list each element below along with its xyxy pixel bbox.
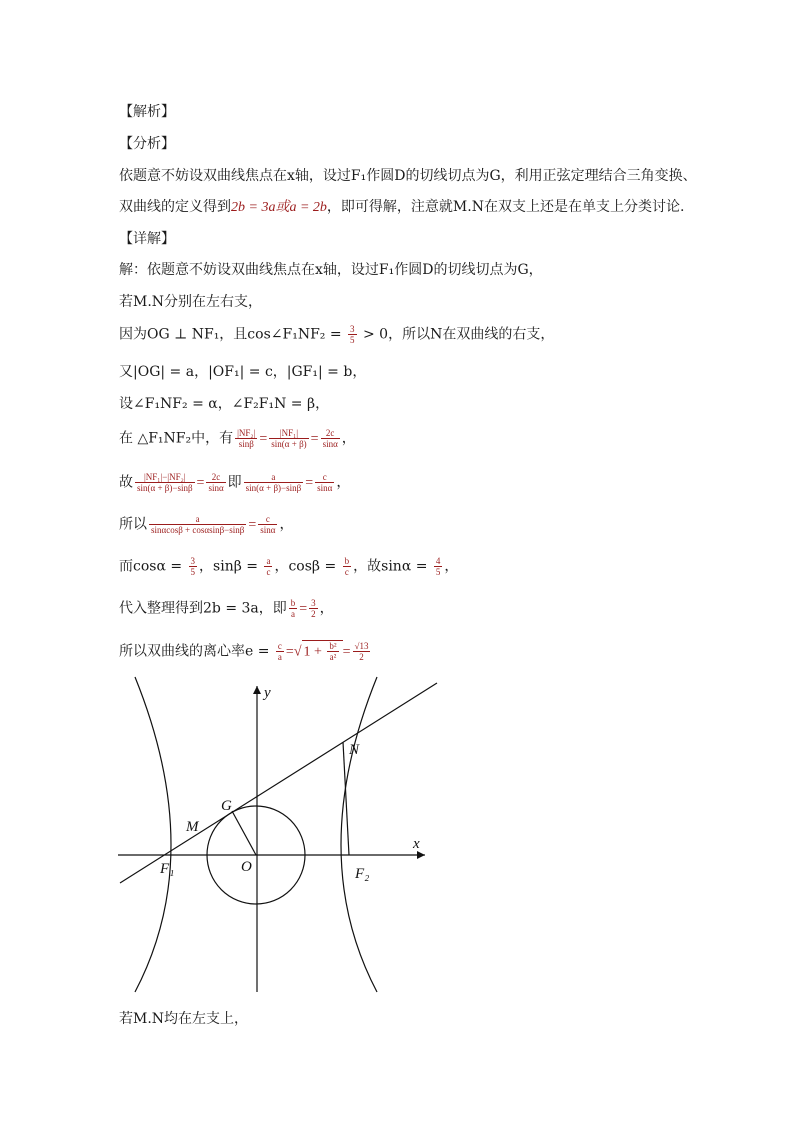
fraction: $\frac{a}{\sin\alpha\cos\beta + \cos\alpha\sin\beta-\sin\beta}$ [151, 514, 245, 535]
detail-line-7: 故 $\frac{\text{|NF₁|−|NF₂|}}{\sin(\alpha + \beta)-\sin\beta}$ = $\frac{2c}{\sin\alpha}$ 即 $\frac{a}{\sin(\alpha + \beta)-\sin\beta}$ = $\frac{c}{\sin\alpha}$ ， [119, 472, 351, 493]
fraction: $\frac{4}{5}$ [435, 556, 441, 577]
analysis-text: ，即可得解，注意就M.N在双支上还是在单支上分类讨论. [326, 199, 685, 215]
segment-og [232, 811, 256, 855]
text: > 0，所以N在双曲线的右支， [358, 326, 555, 343]
detail-line-10: 代入整理得到2b = 3a，即 $\frac{b}{a}$ = $\frac{3}{2}$ ， [119, 598, 334, 619]
text: ， [444, 558, 459, 575]
text: 因为OG ⊥ NF₁，且cos∠F₁NF₂ = [119, 326, 347, 343]
fraction: $\frac{a}{\sin(\alpha + \beta)-\sin\beta}$ [245, 472, 302, 493]
fraction: $\frac{3}{2}$ [311, 598, 316, 619]
y-axis-arrow-icon [253, 686, 261, 694]
label-y: y [264, 685, 271, 701]
sqrt-expression: √ 1 + $\frac{\text{b²}}{\text{a²}}$ [294, 640, 343, 663]
hyperbola-diagram [115, 672, 445, 1002]
text: 在 △F₁NF₂中，有 [119, 430, 234, 447]
text: 故 [119, 474, 133, 491]
heading-jiexi: 【解析】 [119, 104, 175, 120]
detail-line-2: 若M.N分别在左右支， [119, 294, 263, 310]
fraction: $\frac{√13}{2}$ [354, 640, 369, 662]
text: ， [279, 516, 294, 533]
fraction: $\frac{b}{a}$ [290, 598, 296, 619]
analysis-formula: 2b = 3a或a = 2b [231, 200, 327, 215]
text: 所以 [119, 516, 147, 533]
hyperbola-figure [115, 672, 445, 1006]
text: 即 [227, 474, 242, 491]
fraction: $\frac{2c}{\sin\alpha}$ [322, 428, 338, 449]
label-x: x [413, 836, 420, 852]
detail-line-1: 解：依题意不妨设双曲线焦点在x轴，设过F₁作圆D的切线切点为G， [119, 262, 543, 278]
heading-fenxi: 【分析】 [119, 136, 175, 152]
fraction: $\frac{\text{|NF₁|−|NF₂|}}{\sin(\alpha + \beta)-\sin\beta}$ [137, 472, 193, 493]
fraction: $\frac{b}{c}$ [344, 556, 350, 577]
label-f1: F₁ [160, 861, 175, 877]
detail-line-5: 设∠F₁NF₂ = α，∠F₂F₁N = β， [119, 396, 330, 412]
text: ， [319, 600, 334, 617]
detail-line-8: 所以 $\frac{a}{\sin\alpha\cos\beta + \cos\alpha\sin\beta-\sin\beta}$ = $\frac{c}{\sin\alpha}$ ， [119, 514, 294, 535]
hyperbola-left-branch [135, 677, 171, 992]
fraction: $\frac{\text{|NF₁|}}{\sin(\alpha + \beta)}$ [271, 428, 307, 449]
fraction: $\frac{3}{5}$ [350, 324, 355, 345]
detail-line-6: 在 △F₁NF₂中，有 $\frac{\text{|NF₂|}}{\sin\beta}$ = $\frac{\text{|NF₁|}}{\sin(\alpha + \beta)}$ = $\frac{2c}{\sin\alpha}$ ， [119, 428, 356, 449]
detail-line-9 [119, 556, 458, 577]
fraction: $\frac{2c}{\sin\alpha}$ [208, 472, 224, 493]
label-m: M [186, 819, 199, 835]
label-n: N [349, 742, 360, 758]
detail-line-4: 又|OG| = a，|OF₁| = c，|GF₁| = b， [119, 364, 367, 380]
detail-line-12: 若M.N均在左支上， [119, 1011, 249, 1027]
tangent-line-f1-n [120, 683, 437, 883]
text: ，cosβ = [274, 558, 341, 575]
label-o: O [241, 859, 252, 875]
analysis-text: 双曲线的定义得到 [119, 199, 231, 215]
fraction: $\frac{c}{\sin\alpha}$ [317, 472, 333, 493]
fraction: $\frac{3}{5}$ [190, 556, 196, 577]
text: 代入整理得到2b = 3a，即 [119, 600, 287, 617]
label-g: G [221, 798, 232, 814]
fraction: $\frac{\text{|NF₂|}}{\sin\beta}$ [237, 428, 256, 449]
heading-xiangjie: 【详解】 [119, 231, 175, 247]
analysis-line-2 [119, 197, 684, 218]
analysis-line-1: 依题意不妨设双曲线焦点在x轴，设过F₁作圆D的切线切点为G，利用正弦定理结合三角变换、 [119, 168, 697, 184]
detail-line-11: 所以双曲线的离心率e = $\frac{c}{a}$ =√ 1 + $\frac{\text{b²}}{\text{a²}}$ = $\frac{√13}{2}$ [119, 640, 369, 662]
detail-line-3 [119, 324, 554, 345]
text: ， [336, 474, 351, 491]
text: ，故sinα = [353, 558, 432, 575]
text: 而cosα = [119, 558, 187, 575]
fraction: $\frac{a}{c}$ [266, 556, 271, 577]
text: ，sinβ = [199, 558, 263, 575]
text: ， [341, 430, 356, 447]
fraction: $\frac{c}{\sin\alpha}$ [260, 514, 276, 535]
text: 所以双曲线的离心率e = [119, 643, 274, 660]
x-axis-arrow-icon [417, 851, 425, 859]
label-f2: F₂ [355, 866, 370, 882]
fraction: $\frac{c}{a}$ [277, 640, 282, 662]
